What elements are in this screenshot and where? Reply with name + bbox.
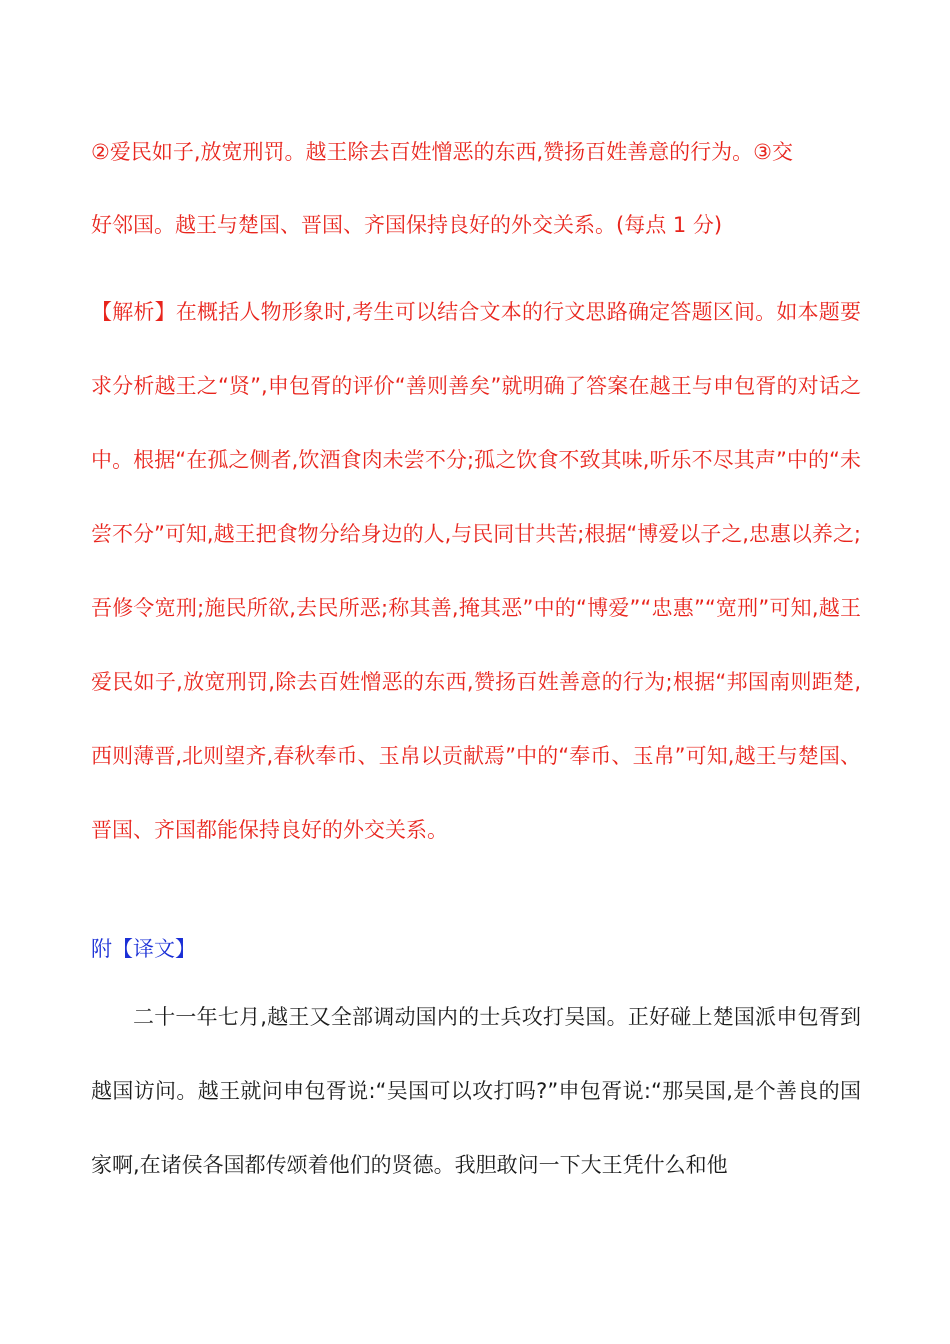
analysis-text: 在概括人物形象时,考生可以结合文本的行文思路确定答题区间。如本题要求分析越王之“贤”,申包胥的评价“善则善矣”就明确了答案在越王与申包胥的对话之中。根据“在孤之侧者,饮酒食肉未尝不分;孤之饮食不致其味,听乐不尽其声”中的“未尝不分”可知,越王把食物分给身边的人,与民同甘共苦;根据“博爱以子之,忠惠以养之;吾修令宽刑;施民所欲,去民所恶;称其善,掩其恶”中的“博爱”“忠惠”“宽刑”可知,越王爱民如子,放宽刑罚,除去百姓憎恶的东西,赞扬百姓善意的行为;根据“邦国南则距楚,西则薄晋,北则望齐,春秋奉币、玉帛以贡献焉”中的“奉币、玉帛”可知,越王与楚国、晋国、齐国都能保持良好的外交关系。 [91,300,861,842]
answer-line-1: ②爱民如子,放宽刑罚。越王除去百姓憎恶的东西,赞扬百姓善意的行为。③交 [91,140,794,164]
translation-paragraph: 二十一年七月,越王又全部调动国内的士兵攻打吴国。正好碰上楚国派申包胥到越国访问。越王就问申包胥说:“吴国可以攻打吗?”申包胥说:“那吴国,是个善良的国家啊,在诸侯各国都传颂着他们的贤德。我胆敢问一下大王凭什么和他 [91,1005,861,1177]
analysis-label: 【解析】 [91,300,176,324]
appendix-heading [91,936,196,962]
appendix-prefix: 附 [91,937,112,961]
analysis-paragraph [91,275,861,867]
answer-line-2: 好邻国。越王与楚国、晋国、齐国保持良好的外交关系。(每点 1 分) [91,213,723,237]
appendix-title: 【译文】 [112,937,196,961]
